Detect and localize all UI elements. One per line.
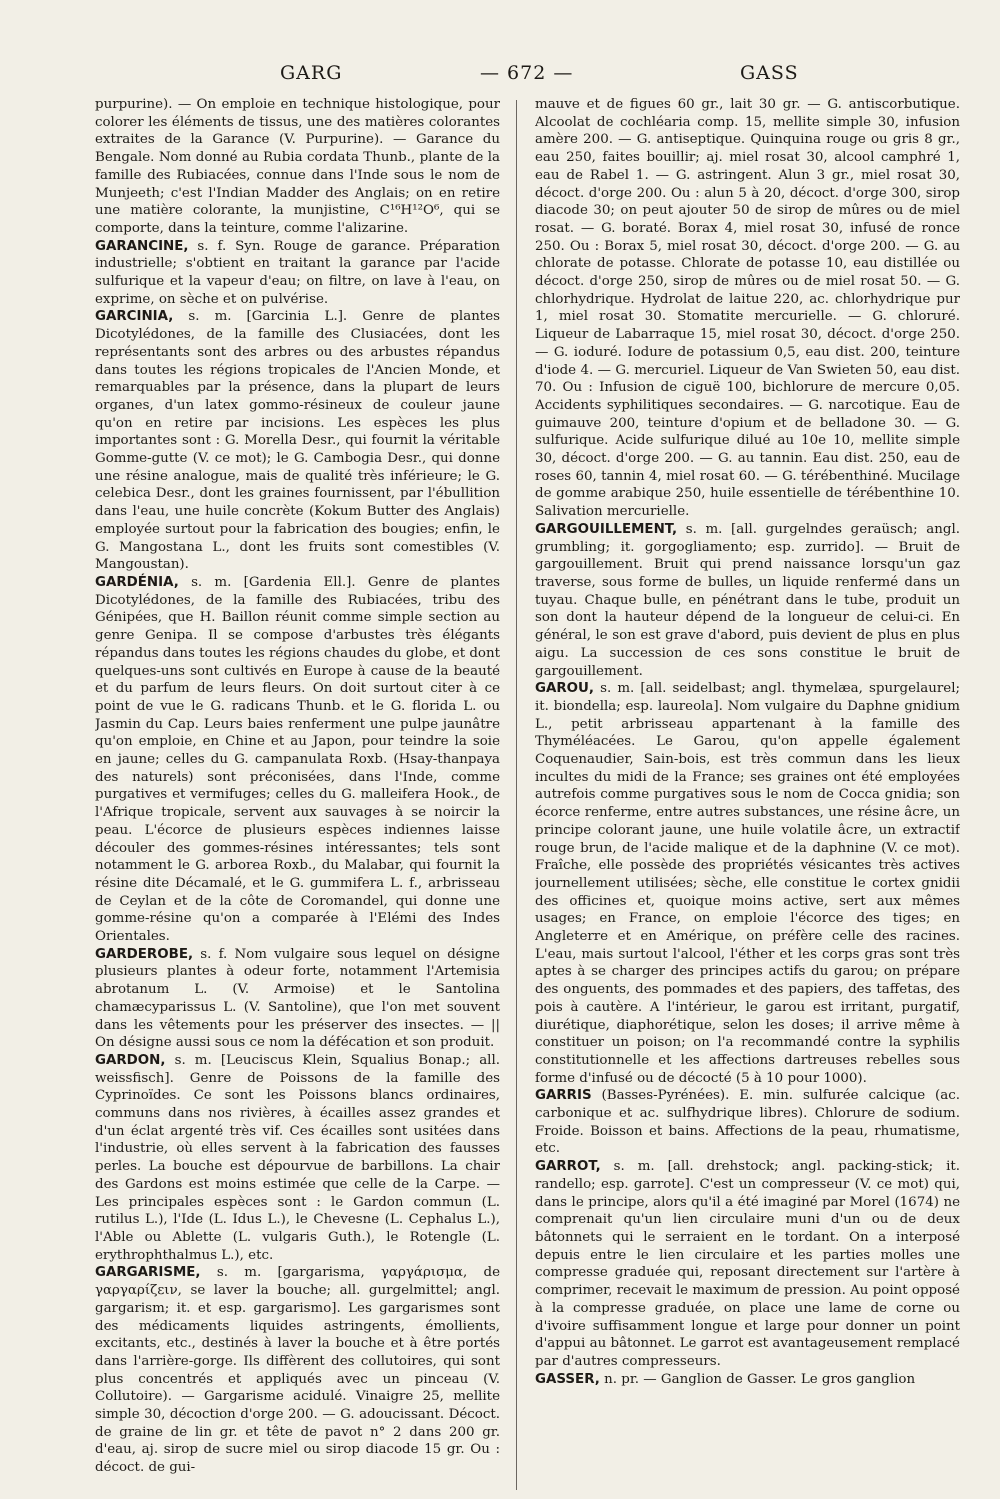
entry-text: n. pr. — Ganglion de Gasser. Le gros ganglion (604, 1371, 916, 1387)
right-column (535, 96, 960, 1476)
entry (95, 1052, 500, 1264)
entry-text: s. m. [Leuciscus Klein, Squalius Bonap.; all. weissfisch]. Genre de Poissons de la famille des Cyprinoïdes. Ce sont les Poissons blancs ordinaires, communs dans nos rivières, à écailles assez grandes et d'un éclat argenté très vif. Ces écailles sont usitées dans l'industrie, où elles servent à la fabrication des fausses perles. La bouche est dépourvue de barbillons. La chair des Gardons est moins estimée que celle de la Carpe. — Les principales espèces sont : le Gardon commun (L. rutilus L.), l'Ide (L. Idus L.), le Chevesne (L. Cephalus L.), l'Able ou Ablette (L. vulgaris Guth.), le Rotengle (L. erythrophthalmus L.), etc. (95, 1052, 500, 1263)
entry-text: mauve et de figues 60 gr., lait 30 gr. — G. antiscorbutique. Alcoolat de cochléaria comp. 15, mellite simple 30, infusion amère 200. — G. antiseptique. Quinquina rouge ou gris 8 gr., eau 250, faites bouillir; aj. miel rosat 30, alcool camphré 1, eau de Rabel 1. — G. astringent. Alun 3 gr., miel rosat 30, décoct. d'orge 200. Ou : alun 5 à 20, décoct. d'orge 300, sirop diacode 30; on peut ajouter 50 de sirop de mûres ou de miel rosat. — G. boraté. Borax 4, miel rosat 30, infusé de ronce 250. Ou : Borax 5, miel rosat 30, décoct. d'orge 200. — G. au chlorate de potasse. Chlorate de potasse 10, eau distillée ou décoct. d'orge 250, sirop de mûres ou de miel rosat 50. — G. chlorhydrique. Hydrolat de laitue 220, ac. chlorhydrique pur 1, miel rosat 30. Stomatite mercurielle. — G. chloruré. Liqueur de Labarraque 15, miel rosat 30, décoct. d'orge 250. — G. ioduré. Iodure de potassium 0,5, eau dist. 200, teinture d'iode 4. — G. mercuriel. Liqueur de Van Swieten 50, eau dist. 70. Ou : Infusion de ciguë 100, bichlorure de mercure 0,05. Accidents syphilitiques secondaires. — G. narcotique. Eau de guimauve 200, teinture d'opium et de belladone 30. — G. sulfurique. Acide sulfurique dilué au 10e 10, mellite simple 30, décoct. d'orge 200. — G. au tannin. Eau dist. 250, eau de roses 60, tannin 4, miel rosat 60. — G. térébenthiné. Mucilage de gomme arabique 250, huile essentielle de térébenthine 10. Salivation mercurielle. (535, 97, 960, 520)
entry (535, 96, 960, 521)
entry (95, 96, 500, 238)
entry (95, 1264, 500, 1476)
entry (535, 680, 960, 1087)
entry-text: s. m. [all. gurgelndes geraüsch; angl. grumbling; it. gorgogliamento; esp. zurrido]. — Bruit de gargouillement. Bruit qui prend naissance lorsqu'un gaz traverse, sous forme de bulles, un liquide renfermé dans un tuyau. Chaque bulle, en pénétrant dans le tube, produit un son dont la hauteur dépend de la longueur de celui-ci. En général, le son est grave d'abord, puis devient de plus en plus aigu. La succession de ces sons constitue le bruit de gargouillement. (535, 521, 960, 679)
entry-text: purpurine). — On emploie en technique histologique, pour colorer les éléments de tissus, une des matières colorantes extraites de la Garance (V. Purpurine). — Garance du Bengale. Nom donné au Rubia cordata Thunb., plante de la famille des Rubiacées, connue dans l'Inde sous le nom de Munjeeth; c'est l'Indian Madder des Anglais; on en retire une matière colorante, la munjistine, C¹⁶H¹²O⁶, qui se comporte, dans la teinture, comme l'alizarine. (95, 97, 500, 236)
left-column (95, 96, 500, 1476)
entry-head: GARDEROBE, (95, 946, 194, 962)
entry-head: GAROU, (535, 681, 595, 697)
entry-text: s. m. [all. drehstock; angl. packing-stick; it. randello; esp. garrote]. C'est un compresseur (V. ce mot) qui, dans le principe, alors qu'il a été imaginé par Morel (1674) ne comprenait qu'un lien circulaire muni d'un ou de deux bâtonnets qui le serraient en le tordant. On a interposé depuis entre le lien circulaire et les parties molles une compresse graduée qui, reposant directement sur l'artère à comprimer, recevait le maximum de pression. Au point opposé à la compresse graduée, on place une lame de corne ou d'ivoire suffisamment longue et large pour donner un point d'appui au bâtonnet. Le garrot est avantageusement remplacé par d'autres compresseurs. (535, 1159, 960, 1369)
entry-text: (Basses-Pyrénées). E. min. sulfurée calcique (ac. carbonique et ac. sulfhydrique libres). Chlorure de sodium. Froide. Boisson et bains. Affections de la peau, rhumatisme, etc. (535, 1088, 960, 1157)
entry (535, 521, 960, 680)
entry-text: s. m. [all. seidelbast; angl. thymelæa, spurgelaurel; it. biondella; esp. laureola]. Nom vulgaire du Daphne gnidium L., petit arbrisseau appartenant à la famille des Thyméléacées. Le Garou, qu'on appelle également Coquenaudier, Sain-bois, est très commun dans les lieux incultes du midi de la France; ses graines ont été employées autrefois comme purgatives sous le nom de Cocca gnidia; son écorce renferme, entre autres substances, une résine âcre, un principe colorant jaune, une huile volatile âcre, un extractif rouge brun, de l'acide malique et de la daphnine (V. ce mot). Fraîche, elle possède des propriétés vésicantes très actives journellement utilisées; sèche, elle constitue le cortex gnidii des officines et, quoique moins active, sert aux mêmes usages; en France, on emploie l'écorce des tiges; en Angleterre et en Amérique, on préfère celle des racines. L'eau, mais surtout l'alcool, l'éther et les corps gras sont très aptes à se charger des principes actifs du garou; on prépare des onguents, des pommades et des papiers, des taffetas, des pois à cautère. A l'intérieur, le garou est irritant, purgatif, diurétique, diaphorétique, selon les doses; il arrive même à constituer un poison; on l'a recommandé contre la syphilis constitutionnelle et les affections dartreuses rebelles sous forme d'infusé ou de décocté (5 à 10 pour 1000). (535, 681, 960, 1086)
entry-text: s. m. [Garcinia L.]. Genre de plantes Dicotylédones, de la famille des Clusiacées, dont les représentants sont des arbres ou des arbustes répandus dans toutes les régions tropicales de l'Ancien Monde, et remarquables par la présence, dans la plupart de leurs organes, d'un latex gommo-résineux de couleur jaune qu'on en retire par incisions. Les espèces les plus importantes sont : G. Morella Desr., qui fournit la véritable Gomme-gutte (V. ce mot); le G. Cambogia Desr., qui donne une résine analogue, mais de qualité très inférieure; le G. celebica Desr., dont les graines fournissent, par l'ébullition dans l'eau, une huile concrète (Kokum Butter des Anglais) employée surtout pour la fabrication des bougies; enfin, le G. Mangostana L., dont les fruits sont comestibles (V. Mangoustan). (95, 309, 500, 573)
entry-head: GASSER, (535, 1371, 600, 1387)
column-divider (516, 100, 517, 1490)
entry-text: s. m. [gargarisma, γαργάρισμα, de γαργαρίζειν, se laver la bouche; all. gurgelmittel; angl. gargarism; it. et esp. gargarismo]. Les gargarismes sont des médicaments liquides astringents, émollients, excitants, etc., destinés à laver la bouche et à être portés dans l'arrière-gorge. Ils diffèrent des collutoires, qui sont plus concentrés et appliqués avec un pinceau (V. Collutoire). — Gargarisme acidulé. Vinaigre 25, mellite simple 30, décoction d'orge 200. — G. adoucissant. Décoct. de graine de lin gr. et tête de pavot n° 2 dans 200 gr. d'eau, aj. sirop de sucre miel ou sirop diacode 15 gr. Ou : décoct. de gui- (95, 1265, 500, 1476)
entry-head: GARANCINE, (95, 238, 189, 254)
entry (535, 1158, 960, 1370)
entry-text: s. m. [Gardenia Ell.]. Genre de plantes Dicotylédones, de la famille des Rubiacées, tribu des Génipées, que H. Baillon réunit comme simple section au genre Genipa. Il se compose d'arbustes très élégants répandus dans toutes les régions chaudes du globe, et dont quelques-uns sont cultivés en Europe à cause de la beauté et du parfum de leurs fleurs. On doit surtout citer à ce point de vue le G. radicans Thunb. et le G. florida L. ou Jasmin du Cap. Leurs baies renferment une pulpe jaunâtre qu'on emploie, en Chine et au Japon, pour teindre la soie en jaune; celles du G. campanulata Roxb. (Hsay-thanpaya des naturels) sont préconisées, dans l'Inde, comme purgatives et vermifuges; celles du G. malleifera Hook., de l'Afrique tropicale, servent aux sauvages à se noircir la peau. L'écorce de plusieurs espèces indiennes laisse découler des gommes-résines intéressantes; tels sont notamment le G. arborea Roxb., du Malabar, qui fournit la résine dite Décamalé, et le G. gummifera L. f., arbrisseau de Ceylan et de la côte de Coromandel, qui donne une gomme-résine qu'on a comparée à l'Elémi des Indes Orientales. (95, 574, 500, 945)
page-number: — 672 — (480, 62, 574, 84)
entry-head: GARGOUILLEMENT, (535, 521, 678, 537)
entry-head: GARCINIA, (95, 309, 174, 325)
entry (535, 1371, 960, 1389)
page-header (90, 62, 970, 92)
entry-head: GARRIS (535, 1088, 592, 1104)
entry-head: GARDÉNIA, (95, 574, 179, 590)
entry (535, 1087, 960, 1158)
entry-head: GARROT, (535, 1159, 601, 1175)
entry (95, 946, 500, 1052)
entry (95, 308, 500, 574)
header-left-word: GARG (280, 62, 343, 84)
entry (95, 574, 500, 946)
entry-head: GARDON, (95, 1052, 166, 1068)
entry (95, 238, 500, 309)
header-right-word: GASS (740, 62, 799, 84)
entry-text: s. f. Syn. Rouge de garance. Préparation industrielle; s'obtient en traitant la garance par l'acide sulfurique et la vapeur d'eau; on filtre, on lave à l'eau, on exprime, on sèche et on pulvérise. (95, 238, 500, 307)
entry-text: s. f. Nom vulgaire sous lequel on désigne plusieurs plantes à odeur forte, notamment l'Artemisia abrotanum L. (V. Armoise) et le Santolina chamæcyparissus L. (V. Santoline), que l'on met souvent dans les vêtements pour les préserver des insectes. — || On désigne aussi sous ce nom la défécation et son produit. (95, 946, 500, 1051)
entry-head: GARGARISME, (95, 1265, 201, 1281)
